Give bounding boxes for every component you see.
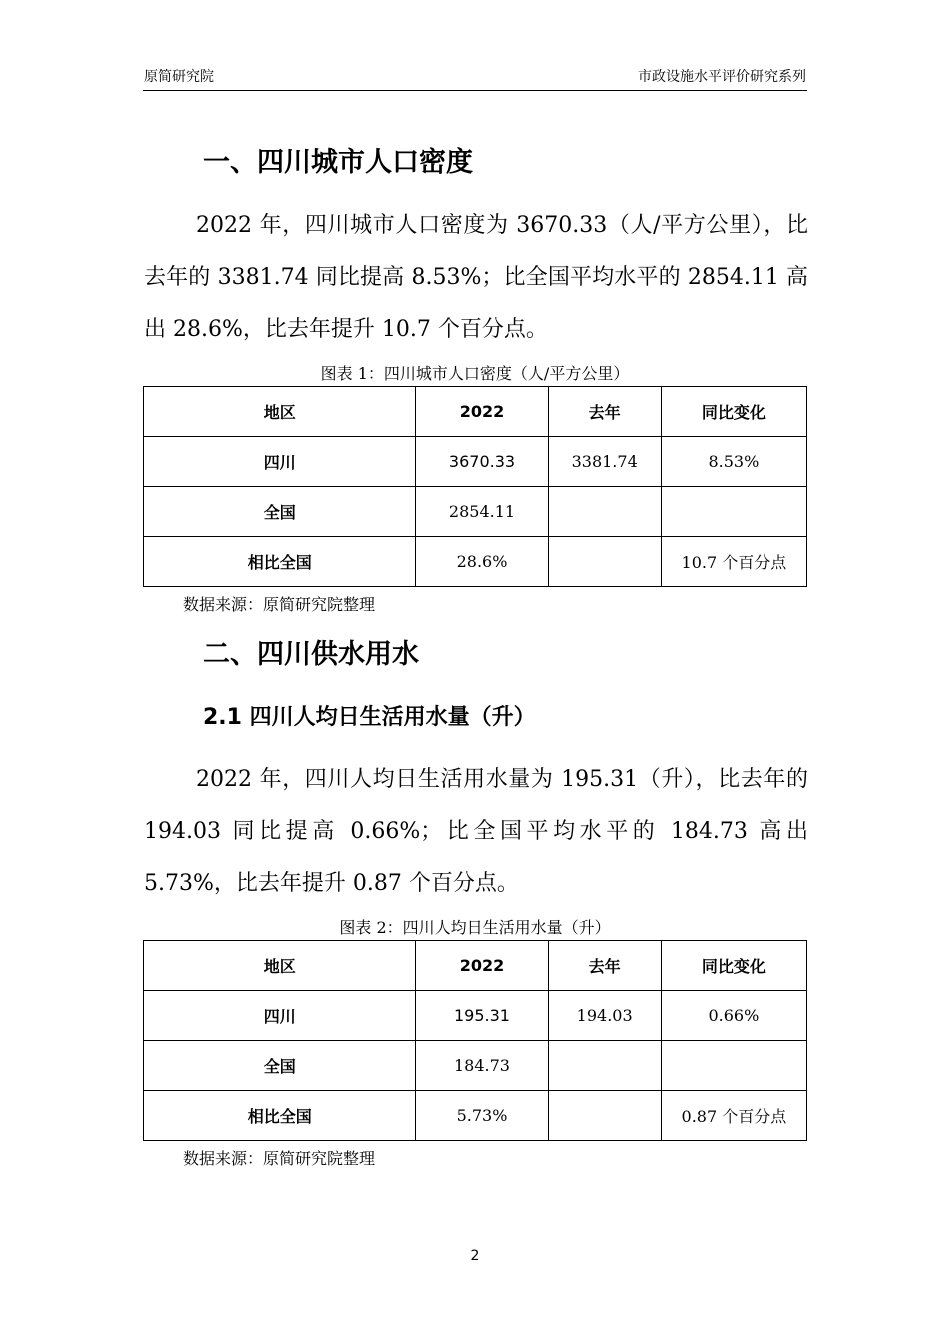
table-row: [144, 537, 807, 587]
table1-cell: [661, 487, 806, 537]
table-row: [144, 437, 807, 487]
table2-row-label: 全国: [144, 1041, 416, 1091]
table1-cell: 2854.11: [416, 487, 548, 537]
table2-row-label: 四川: [144, 991, 416, 1041]
section2-heading: 二、四川供水用水: [203, 639, 419, 670]
table-row: [144, 1041, 807, 1091]
table2-cell: 195.31: [416, 991, 548, 1041]
table-row: [144, 991, 807, 1041]
table1-row-label: 四川: [144, 437, 416, 487]
table1-cell: [548, 487, 661, 537]
table2-cell: 184.73: [416, 1041, 548, 1091]
page-number: 2: [470, 1248, 480, 1264]
header-series-title: 市政设施水平评价研究系列: [638, 69, 806, 85]
table2-cell: [548, 1041, 661, 1091]
table1: [143, 386, 807, 587]
header-divider: [143, 90, 807, 91]
section1-paragraph: 2022 年，四川城市人口密度为 3670.33（人/平方公里），比去年的 3381.74 同比提高 8.53%；比全国平均水平的 2854.11 高出 28.6%，比去年提升 10.7 个百分点。: [144, 213, 808, 342]
table1-cell: 3381.74: [548, 437, 661, 487]
table2-row-label: 相比全国: [144, 1091, 416, 1141]
table2-cell: 194.03: [548, 991, 661, 1041]
table1-source: 数据来源：原简研究院整理: [183, 595, 376, 614]
table2-cell: 5.73%: [416, 1091, 548, 1141]
table2-header-cell: 同比变化: [661, 941, 806, 991]
table-row: [144, 487, 807, 537]
table1-header-cell: 同比变化: [661, 387, 806, 437]
table2-header-cell: 2022: [416, 941, 548, 991]
section2-subheading: 2.1 四川人均日生活用水量（升）: [203, 705, 536, 730]
table1-cell: [548, 537, 661, 587]
section2-paragraph: 2022 年，四川人均日生活用水量为 195.31（升），比去年的 194.03 同比提高 0.66%；比全国平均水平的 184.73 高出 5.73%，比去年提升 0.87 个百分点。: [144, 767, 808, 896]
table2-header-row: [144, 941, 807, 991]
table1-cell: 3670.33: [416, 437, 548, 487]
table2-source: 数据来源：原简研究院整理: [183, 1149, 376, 1168]
table1-row-label: 全国: [144, 487, 416, 537]
table2: [143, 940, 807, 1141]
header-org-name: 原简研究院: [144, 69, 214, 85]
table1-cell: 28.6%: [416, 537, 548, 587]
table2-cell: 0.87 个百分点: [661, 1091, 806, 1141]
table1-header-cell: 2022: [416, 387, 548, 437]
table-row: [144, 1091, 807, 1141]
section1-heading: 一、四川城市人口密度: [203, 147, 473, 178]
table2-cell: 0.66%: [661, 991, 806, 1041]
table2-header-cell: 地区: [144, 941, 416, 991]
table1-caption: 图表 1：四川城市人口密度（人/平方公里）: [320, 364, 630, 383]
table2-cell: [661, 1041, 806, 1091]
table1-header-cell: 地区: [144, 387, 416, 437]
table1-header-cell: 去年: [548, 387, 661, 437]
table2-caption: 图表 2：四川人均日生活用水量（升）: [339, 918, 611, 937]
table1-header-row: [144, 387, 807, 437]
table1-row-label: 相比全国: [144, 537, 416, 587]
table1-cell: 8.53%: [661, 437, 806, 487]
table2-cell: [548, 1091, 661, 1141]
table2-header-cell: 去年: [548, 941, 661, 991]
table1-cell: 10.7 个百分点: [661, 537, 806, 587]
